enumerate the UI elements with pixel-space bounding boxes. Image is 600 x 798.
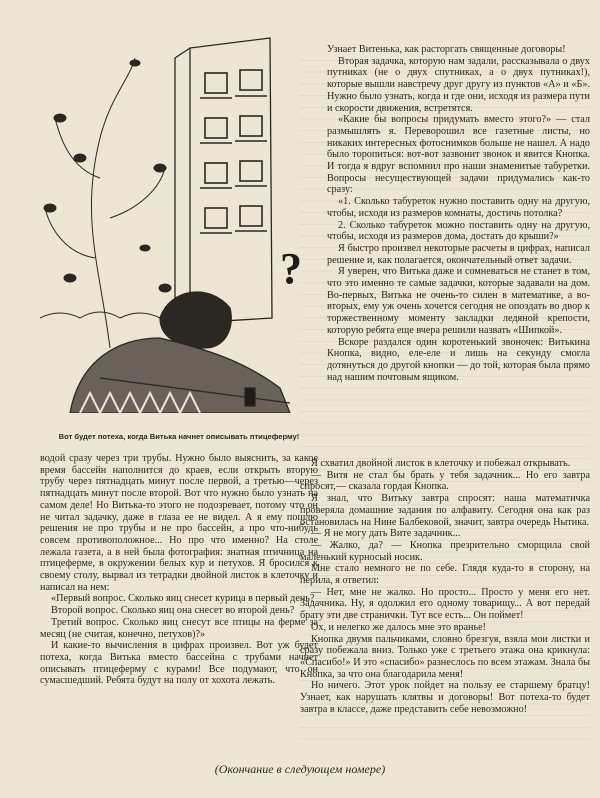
question-mark: ?	[280, 244, 302, 293]
left-column-text	[40, 453, 318, 687]
paragraph: Вскоре раздался один коротенький звоночек: Витькина Кнопка, видно, еле-еле и лишь на секунду смогла дотянуться до другой кнопки — до той, которая была прямо над нашим почтовым ящиком.	[327, 336, 590, 383]
illustration	[40, 18, 310, 413]
illustration-caption: Вот будет потеха, когда Витька начнет описывать птицеферму!	[58, 432, 300, 441]
paragraph: — Витя не стал бы брать у тебя задачник... Но его завтра спросят,— сказала гордая Кнопка.	[300, 469, 590, 493]
paragraph: Кнопка двумя пальчиками, словно брезгуя, взяла мои листки и сразу побежала вниз. Только уже с третьего этажа она крикнула: «Спасибо!» И это «спасибо» разнеслось по всем этажам. Знала бы Кнопка, за что она благодарила меня!	[300, 633, 590, 680]
paragraph: Третий вопрос. Сколько яиц снесут все птицы на ферме за месяц (не считая, конечно, петухов)?»	[40, 616, 318, 640]
paragraph: И какие-то вычисления в цифрах произвел. Вот уж будет потеха, когда Витька вместо бассейна с трубами начнет описывать птицеферму с курами! Все подумают, что он сумасшедший. Ребята будут на полу от хохота лежать.	[40, 640, 318, 687]
paragraph: Я уверен, что Витька даже и сомневаться не станет в том, что это именно те самые задачки, которые задавали на дом. Во-первых, Витька не очень-то силен в математике, а во-вторых, ему уж очень хочется сегодня не опоздать во двор к торжественному моменту закладки ледяной крепости, которую ребята еще вчера решили назвать «Шипкой».	[327, 266, 590, 336]
paragraph: Я знал, что Витьку завтра спросят: наша математичка проверяла домашние задания по алфавиту. Сегодня она как раз остановилась на Нине Балбековой, значит, завтра очередь Нытика.	[300, 493, 590, 528]
paragraph: «Какие бы вопросы придумать вместо этого?» — стал размышлять я. Переворошил все газетные листы, но никаких интересных фотоснимков больше не нашел. А надо было торопиться: вот-вот зазвонит звонок и явится Кнопка. И тогда я вдруг вспомнил про наши знаменитые табуретки. Вопросы несуществующей задачи придумались как-то сразу:	[327, 114, 590, 196]
continued-note: (Окончание в следующем номере)	[214, 762, 386, 776]
right-column-top-text	[327, 44, 590, 383]
paragraph: Узнает Витенька, как расторгать священные договоры!	[327, 44, 566, 55]
paragraph: Вторая задачка, которую нам задали, рассказывала о двух путниках (не о двух спутниках, а о двух путниках!), которые вышли навстречу друг другу из пунктов «А» и «Б». Нужно было узнать, когда и где они, исходя из размера пути и скорости движения, встретятся.	[327, 55, 590, 114]
paragraph: — Я не могу дать Вите задачник...	[311, 528, 461, 540]
paragraph: Но ничего. Этот урок пойдет на пользу ее старшему братцу! Узнает, как нарушать клятвы и договоры! Вот потеха-то будет завтра в классе, даже представить себе невозможно!	[300, 680, 590, 715]
paragraph: — Жалко, да? — Кнопка презрительно сморщила свой маленький курносый носик.	[300, 539, 590, 563]
paragraph: «1. Сколько табуреток нужно поставить одну на другую, чтобы, исходя из размеров комнаты, достичь потолка?	[327, 196, 590, 219]
paragraph: «Первый вопрос. Сколько яиц снесет курица в первый день?	[51, 593, 315, 605]
paragraph: Я быстро произвел некоторые расчеты в цифрах, написал решение и, как полагается, окончательный ответ задачи.	[327, 242, 590, 266]
paragraph: Мне стало немного не по себе. Глядя куда-то в сторону, на перила, я ответил:	[300, 563, 590, 587]
boy-writing-drawing	[70, 292, 290, 413]
building-drawing	[175, 38, 272, 323]
paragraph: — Нет, мне не жалко. Но просто... Просто у меня его нет. Задачника. Ну, я одолжил его одному товарищу... А вот передай брату эти две странички. Тут все есть... Он поймет!	[300, 586, 590, 622]
paragraph: водой сразу через три трубы. Нужно было выяснить, за какое время бассейн наполнится до краев, если открыть вторую трубу через пятнадцать минут после первой, а третью—через пятнадцать минут после второй. Вот что нужно было узнать на самом деле! Но Витька-то этого не подозревает, потому что он не читал задачку, даже в глаза ее не видел. А я ему пошлю решения не про трубы и не про бассейн, а про что-нибудь совсем противоположное... Но про что именно? На столе лежала газета, а в ней была фотография: знатная птичница на птицеферме, в окружении белых кур и петухов. Я бросился к своему столу, вырвал из тетрадки двойной листок в клеточку и написал на нем:	[40, 453, 318, 593]
paragraph: Ох, и нелегко же далось мне это вранье!	[311, 621, 487, 633]
paragraph: 2. Сколько табуреток можно поставить одну на другую, чтобы, исходя из размеров дома, достать до крыши?»	[327, 219, 590, 243]
right-column-bottom-text	[300, 458, 590, 715]
paragraph: Второй вопрос. Сколько яиц она снесет во второй день?	[51, 605, 295, 617]
paragraph: Я схватил двойной листок в клеточку и побежал открывать.	[311, 458, 571, 469]
